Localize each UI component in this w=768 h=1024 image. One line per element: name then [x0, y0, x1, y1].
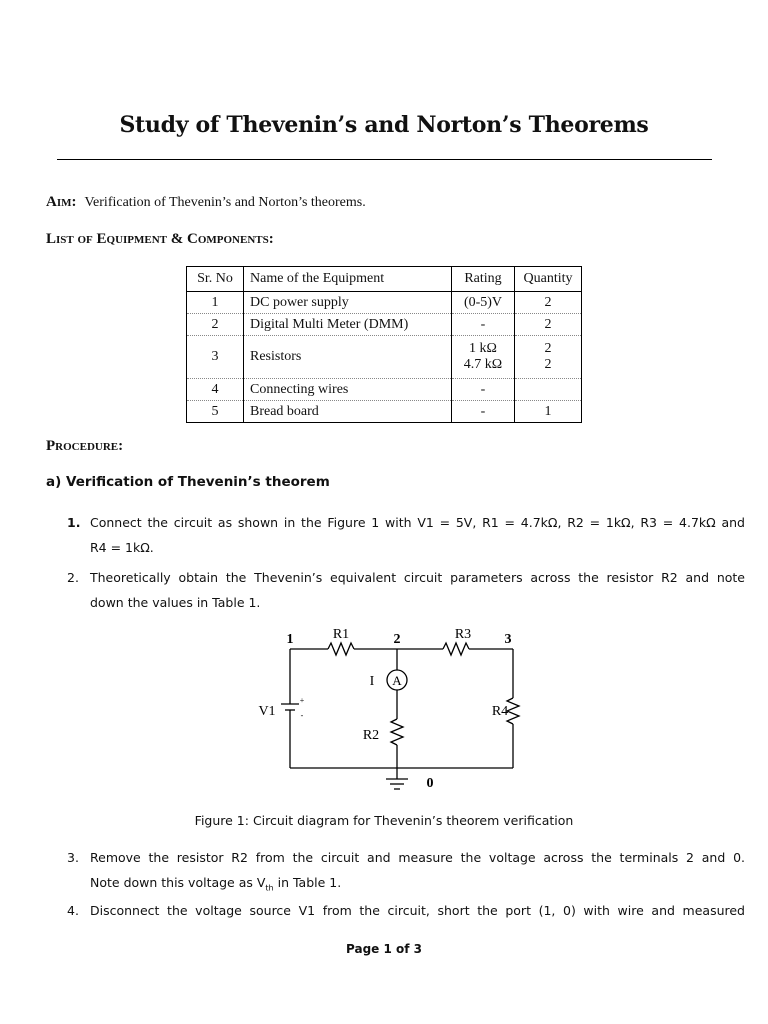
rating-cell: -: [452, 314, 515, 336]
step-line-post: in Table 1.: [273, 875, 342, 890]
step-line: Connect the circuit as shown in the Figure 1 with V1 = 5V, R1 = 4.7kΩ, R2 = 1kΩ, R3 = 4.7kΩ and: [90, 515, 745, 530]
table-row: [187, 401, 582, 423]
current-label: I: [369, 674, 375, 689]
qty-cell: [515, 336, 582, 379]
qty-cell: 2: [515, 292, 582, 314]
r2-label: R2: [362, 728, 380, 743]
step-line: [90, 870, 745, 901]
procedure-heading: Procedure:: [46, 438, 124, 454]
step-text: [90, 565, 745, 615]
table-row: [187, 379, 582, 401]
qty-cell: [515, 379, 582, 401]
v1-label: V1: [258, 704, 276, 719]
header-cell: Sr. No: [187, 267, 244, 292]
sr-cell: 5: [187, 401, 244, 423]
header-cell: Quantity: [515, 267, 582, 292]
table-row: [187, 292, 582, 314]
step-text: [90, 898, 745, 923]
aim-text: Verification of Thevenin’s and Norton’s theorems.: [84, 195, 366, 210]
sr-cell: 4: [187, 379, 244, 401]
figure-caption: Figure 1: Circuit diagram for Thevenin’s theorem verification: [194, 813, 574, 828]
page-footer: Page 1 of 3: [346, 942, 422, 956]
rating-value: 1 kΩ: [469, 341, 497, 356]
plus-sign: +: [299, 696, 305, 705]
step-text: [90, 845, 745, 901]
step-3: [67, 845, 747, 895]
step-line: R4 = 1kΩ.: [90, 540, 154, 555]
page-title: Study of Thevenin’s and Norton’s Theorems: [119, 112, 649, 138]
header-cell: Rating: [452, 267, 515, 292]
subscript-th: th: [265, 883, 274, 893]
r1-label: R1: [332, 627, 350, 642]
title-divider: [57, 159, 712, 160]
step-text: [90, 510, 745, 560]
step-2: [67, 565, 747, 615]
aim-line: [46, 194, 366, 211]
name-cell: Connecting wires: [244, 379, 452, 401]
name-cell: Digital Multi Meter (DMM): [244, 314, 452, 336]
step-line: Disconnect the voltage source V1 from the circuit, short the port (1, 0) with wire and measured: [90, 903, 745, 918]
minus-sign: -: [300, 711, 304, 720]
step-line: Theoretically obtain the Thevenin’s equivalent circuit parameters across the resistor R2 and note: [90, 570, 745, 585]
rating-cell: -: [452, 379, 515, 401]
qty-value: 2: [544, 357, 552, 372]
equipment-table: [186, 266, 582, 423]
step-number: 3.: [67, 850, 79, 865]
step-1: [67, 510, 747, 560]
sr-cell: 1: [187, 292, 244, 314]
circuit-diagram: [250, 620, 540, 800]
header-cell: Name of the Equipment: [244, 267, 452, 292]
qty-cell: 2: [515, 314, 582, 336]
sr-cell: 3: [187, 336, 244, 379]
rating-cell: [452, 336, 515, 379]
step-4: [67, 898, 747, 923]
step-number: 4.: [67, 903, 79, 918]
table-header-row: [187, 267, 582, 292]
aim-label: Aim:: [46, 194, 77, 210]
node-0-label: 0: [426, 776, 434, 791]
step-number: 1.: [67, 515, 81, 530]
name-cell: DC power supply: [244, 292, 452, 314]
sr-cell: 2: [187, 314, 244, 336]
step-number: 2.: [67, 570, 79, 585]
ammeter-icon: A: [392, 673, 402, 688]
name-cell: Bread board: [244, 401, 452, 423]
step-line-pre: Note down this voltage as V: [90, 875, 266, 890]
node-1-label: 1: [286, 632, 294, 647]
table-row: [187, 336, 582, 379]
r3-label: R3: [454, 627, 472, 642]
equipment-heading: List of Equipment & Components:: [46, 231, 274, 247]
rating-cell: (0-5)V: [452, 292, 515, 314]
section-heading-a: a) Verification of Thevenin’s theorem: [46, 474, 330, 490]
name-cell: Resistors: [244, 336, 452, 379]
rating-value: 4.7 kΩ: [463, 357, 503, 372]
step-line: Remove the resistor R2 from the circuit and measure the voltage across the terminals 2 and 0.: [90, 850, 745, 865]
step-line: down the values in Table 1.: [90, 595, 261, 610]
qty-cell: 1: [515, 401, 582, 423]
node-3-label: 3: [504, 632, 512, 647]
node-2-label: 2: [393, 632, 401, 647]
qty-value: 2: [544, 341, 552, 356]
rating-cell: -: [452, 401, 515, 423]
table-row: [187, 314, 582, 336]
r4-label: R4: [491, 704, 509, 719]
